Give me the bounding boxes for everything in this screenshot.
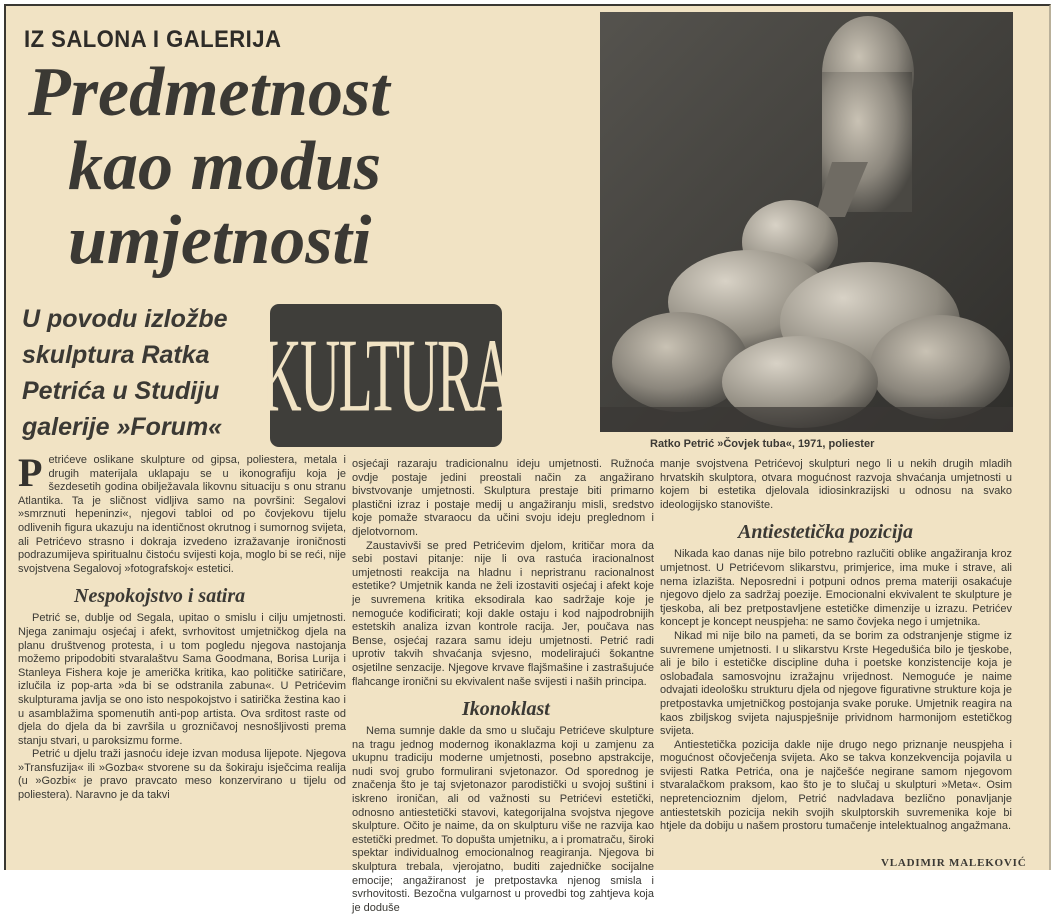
paragraph: Nema sumnje dakle da smo u slučaju Petrićeve skulpture na tragu jednog modernog ikonaklazma koji u zamjenu za ukupnu tradiciju moderne umjetnosti, posebno apstrakcije, nudi svoj grubo formulirani svjetonazor. Od sporednog je značenja što je taj svjetonazor parodistički u svojoj suštini i iskreno ironičan, ali od važnosti su Petrićevi estetički, odnosno antiestetički stavovi, kategorijalna svojstva njegove skulpture. Očito je naime, da on skulpturu više ne razvija kao estetički predmet. To dopušta umjetniku, a i promatraču, široki spektar individualnog emocionalnog reagiranja. Njegova bi skulptura trebala, vjerojatno, buditi zajedničke socijalne emocije; angažiranost je pretpostavka njenog smisla i svrhovitosti. Bezočna vulgarnost u provedbi tog zahtjeva koja je doduše (352, 725, 654, 914)
paragraph: manje svojstvena Petrićevoj skulpturi nego li u nekih drugih mladih hrvatskih skulptora, otvara mogućnost razvoja shvaćanja umjetnosti u kojem bi estetika djelovala idiosinkrazijski u odnosu na svako ideologijsko stanovište. (660, 458, 1012, 511)
author-byline: VLADIMIR MALEKOVIĆ (881, 857, 1027, 869)
paragraph: Antiestetička pozicija dakle nije drugo nego priznanje neuspjeha i mogućnost očovječenja svijeta. Ako se takva konzekvencija pojavila u svijesti Ratka Petrića, ona je najčešće negirane samom njegovom stvaralačkom praksom, kao što je to slučaj u skulpturi »Meta«. Osim nepretencioznim djelom, Petrić nadvladava bezlično ponavljanje antiestetskih pozicija nekih svojih skulptorskih suvremenika koje bi htjele da dobiju u našem prostoru tumačenje intelektualnog angažmana. (660, 738, 1012, 833)
drop-cap: P (18, 450, 43, 495)
headline-line-2: kao modus (68, 128, 382, 205)
sculpture-photo (600, 12, 1013, 432)
paragraph: Zaustavivši se pred Petrićevim djelom, kritičar mora da sebi postavi pitanje: nije li ova rastuća iracionalnost umjetnosti reakcija na hladnu i nepristranu racionalnost estetike? Umjetnik kanda ne želi izostaviti osjećaj i afekt koje je suvremena kritika eksodirala kao sadržaje koje je nemoguće kodificirati; koji dakle ostaju i kod najpodrobnijih estetskih analiza izvan kontrole racija. Jer, poučava nas Bense, osjećaj razara samu ideju umjetnosti. Petrić radi uprotiv takvih shvaćanja svjesno, modelirajući šokantne osjetilne senzacije. Njegove krvave flajšmašine i zastrašujuće flahcange ironični su ekvivalent naše svijesti i naših principa. (352, 539, 654, 688)
photo-caption: Ratko Petrić »Čovjek tuba«, 1971, poliester (650, 438, 875, 450)
section-kicker: IZ SALONA I GALERIJA (24, 26, 282, 53)
subtitle-line-1: U povodu izložbe (22, 305, 228, 333)
paragraph: osjećaji razaraju tradicionalnu ideju umjetnosti. Ružnoća ovdje postaje jedini preostali način za angažirano bivstvovanje umjetnosti. Skulptura prestaje biti primarno plastični izraz i postaje medij u angažiranju misli, sredstvo koje pomaže stvaraocu da učini svoju ideju preglednom i djelotvornom. (352, 458, 654, 538)
article-column-3 (660, 458, 1012, 850)
headline-line-1: Predmetnost (28, 54, 390, 131)
kultura-section-logo (261, 304, 511, 447)
subhead-ikonoklast: Ikonoklast (462, 698, 550, 721)
subhead-nespokojstvo: Nespokojstvo i satira (74, 585, 246, 608)
newspaper-clipping (4, 4, 1051, 914)
kultura-logo-text: KULTURA (261, 315, 511, 434)
article-column-2 (352, 458, 654, 914)
subhead-antiesteticka: Antiestetička pozicija (738, 521, 913, 544)
article-column-1 (18, 450, 346, 866)
paragraph: Petrić u djelu traži jasnoću ideje izvan modusa lijepote. Njegova »Transfuzija« ili »Gozba« stvorene su da šokiraju isječcima realija (u »Gozbi« je pravo pravcato meso konzervirano u tijelu od poliestera). Naravno je da takvi (18, 748, 346, 802)
paragraph: Petrić se, dublje od Segala, upitao o smislu i cilju umjetnosti. Njega zanimaju osjećaj i afekt, svrhovitost umjetničkog djela na planu društvenog protesta, i u tom pogledu njegova nastojanja možemo pripodobiti stvaralaštvu Sama Goodmana, Borisa Lurija i Stanleya Fishera koje je američka kritika, kao političke satiričare, izlučila iz pop-arta »da bi se odstranila zabuna«. U Petrićevim skulpturama javlja se ono isto nespokojstvo i satirička žestina kao i u asamblažima spomenutih anti-pop artista. Ova srditost raste od djela do djela da bi završila u grozničavoj nesnošljivosti prema stanju stvari, u paroksizmu forme. (18, 612, 346, 747)
subtitle-line-4: galerije »Forum« (22, 413, 223, 441)
paragraph: Nikad mi nije bilo na pameti, da se borim za odstranjenje stigme iz suvremene umjetnosti. I u slikarstvu Krste Hegedušića bilo je tjeskobe, ali je bilo i estetičke discipline duha i poetske konzistencije koja je oslobađala samosvojnu izražajnu vrijednost. Nemoguće je naime odvajati ideološku strukturu djela od njegove figurativne strukture koja je pretpostavka umjetničkog postojanja svake poruke. Umjetnik reagira na kaos zbiljskog svijeta najuspješnije prividnom harmonijom estetičkog svijeta. (660, 629, 1012, 738)
subtitle-line-2: skulptura Ratka (22, 341, 210, 369)
paragraph: Nikada kao danas nije bilo potrebno razlučiti oblike angažiranja kroz umjetnost. U Petrićevom slikarstvu, primjerice, ima muke i strave, ali nema izlazišta. Neposredni i potpuni odnos prema materiji osakaćuje njegovo djelo za sadržaj poezije. Emocionalni ekvivalent te skulpture je tjeskoba, ali bez pretpostavljene estetičke dimenzije u izrazu. Petrićev koncept je koncept neuspjeha: ne samo čovjeka nego i umjetnika. (660, 548, 1012, 629)
headline-line-3: umjetnosti (68, 202, 372, 279)
sculpture-photo-art (600, 12, 1013, 432)
intro-text: etrićeve oslikane skulpture od gipsa, poliestera, metala i drugih materijala uklapaju se u ikonografiju koja je šezdesetih godina obilježavala likovnu situaciju s onu stranu Atlantika. Ta je sličnost vidljiva samo na površini: Segalovi »smrznuti hepeninzi«, njegovi tabloi od po čovjekovu tijelu odlivenih figura ukazuju na identičnost okrutnog i sumornog svijeta, ali Petrićevo strasno i dokraja izvedeno izražavanje ironičnosti podrazumijeva spiritualnu čistoću svijesti koja, moglo bi se reći, nije svojstvena Segalovoj »fotografskoj« estetici. (18, 454, 346, 575)
subtitle-line-3: Petrića u Studiju (22, 377, 220, 405)
intro-paragraph (18, 450, 346, 576)
